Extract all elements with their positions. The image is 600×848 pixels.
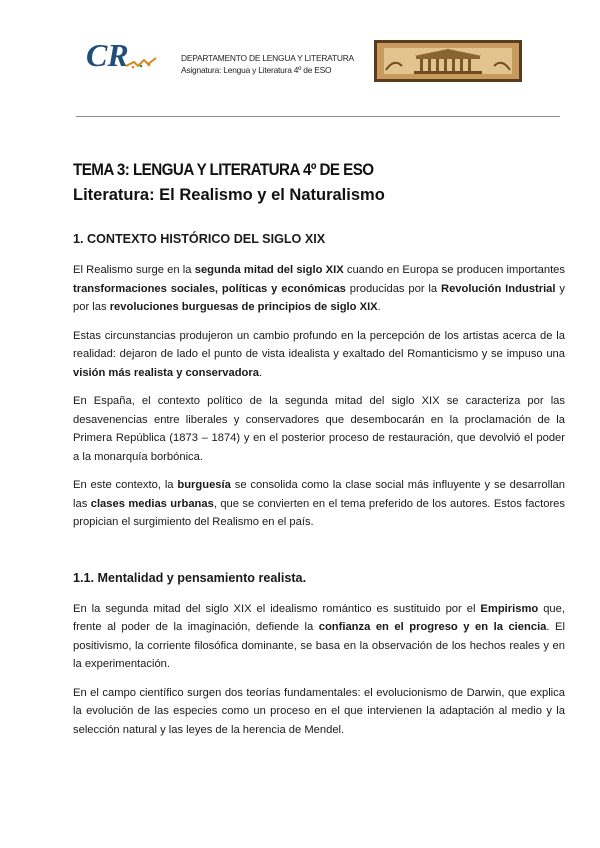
text-run: . El positivismo, la corriente filosófica dominante, se basa en la observación de los hechos reales y en la experimentación. bbox=[73, 621, 565, 670]
bold-text-run: clases medias urbanas bbox=[90, 497, 214, 510]
bold-text-run: Revolución Industrial bbox=[441, 282, 556, 295]
text-run: que, frente al poder de la imaginación, defiende la bbox=[73, 602, 565, 633]
section-1-paragraph-3 bbox=[73, 392, 565, 466]
text-run: El Realismo surge en la bbox=[73, 264, 195, 276]
bold-text-run: confianza en el progreso y en la ciencia bbox=[318, 621, 547, 633]
text-run: En el campo científico surgen dos teorías fundamentales: el evolucionismo de Darwin, que explica la evolución de las especies como un proceso en el que intervienen la adaptación al medio y la selección natural y las leyes de la herencia de Mendel. bbox=[73, 686, 565, 736]
text-run: producidas por la bbox=[345, 282, 441, 295]
bold-text-run: visión más realista y conservadora bbox=[73, 366, 259, 379]
section-1-paragraph-2 bbox=[73, 327, 565, 383]
department-name: DEPARTAMENTO DE LENGUA Y LITERATURA bbox=[181, 53, 354, 63]
section-1-paragraph-1 bbox=[73, 261, 565, 317]
section-1-1-heading: 1.1. Mentalidad y pensamiento realista. bbox=[73, 570, 307, 585]
text-run: se consolida como la clase social más influyente y se desarrollan las bbox=[73, 479, 565, 510]
header-divider bbox=[76, 116, 560, 117]
section-1-1-paragraph-2 bbox=[73, 684, 565, 740]
subject-name: Asignatura: Lengua y Literatura 4º de ESO bbox=[181, 65, 332, 75]
bold-text-run: Empirismo bbox=[480, 602, 539, 615]
bold-text-run: burguesía bbox=[177, 479, 231, 491]
section-1-paragraph-4 bbox=[73, 476, 565, 532]
text-run: . bbox=[377, 301, 381, 313]
page-header bbox=[0, 0, 600, 110]
logo-text: CR bbox=[86, 37, 129, 73]
document-body bbox=[73, 160, 565, 739]
text-run: cuando en Europa se producen importantes bbox=[343, 264, 565, 276]
text-run: . bbox=[258, 366, 263, 379]
bold-text-run: segunda mitad del siglo XIX bbox=[194, 264, 344, 276]
department-info bbox=[181, 52, 354, 76]
text-run: En España, el contexto político de la segunda mitad del siglo XIX se caracteriza por las desavenencias entre liberales y conservadores que desembocarán en la proclamación de la Primera República (1873 – 1874) y en el posterior proceso de restauración, que devolvió el poder a la monarquía borbónica. bbox=[73, 395, 565, 463]
bold-text-run: transformaciones sociales, políticas y económicas bbox=[73, 282, 346, 295]
text-run: Estas circunstancias produjeron un cambio profundo en la percepción de los artistas acerca de la realidad: dejaron de lado el punto de vista idealista y exaltado del Romanticismo y se impuso una bbox=[73, 329, 565, 360]
bold-text-run: revoluciones burguesas de principios de siglo XIX bbox=[109, 301, 378, 313]
text-run: y por las bbox=[73, 282, 565, 313]
temple-banner-image bbox=[374, 40, 522, 82]
section-1-1-paragraph-1 bbox=[73, 600, 565, 674]
text-run: , que se convierten en el tema preferido de los autores. Estos factores propician el surgimiento del Realismo en el país. bbox=[73, 497, 565, 528]
section-1-heading: 1. CONTEXTO HISTÓRICO DEL SIGLO XIX bbox=[73, 232, 326, 246]
literature-subtitle: Literatura: El Realismo y el Naturalismo bbox=[73, 186, 385, 204]
text-run: En este contexto, la bbox=[73, 479, 178, 491]
tema-title: TEMA 3: LENGUA Y LITERATURA 4º DE ESO bbox=[73, 161, 374, 179]
text-run: En la segunda mitad del siglo XIX el idealismo romántico es sustituido por el bbox=[73, 602, 481, 615]
school-logo-icon bbox=[86, 36, 158, 78]
